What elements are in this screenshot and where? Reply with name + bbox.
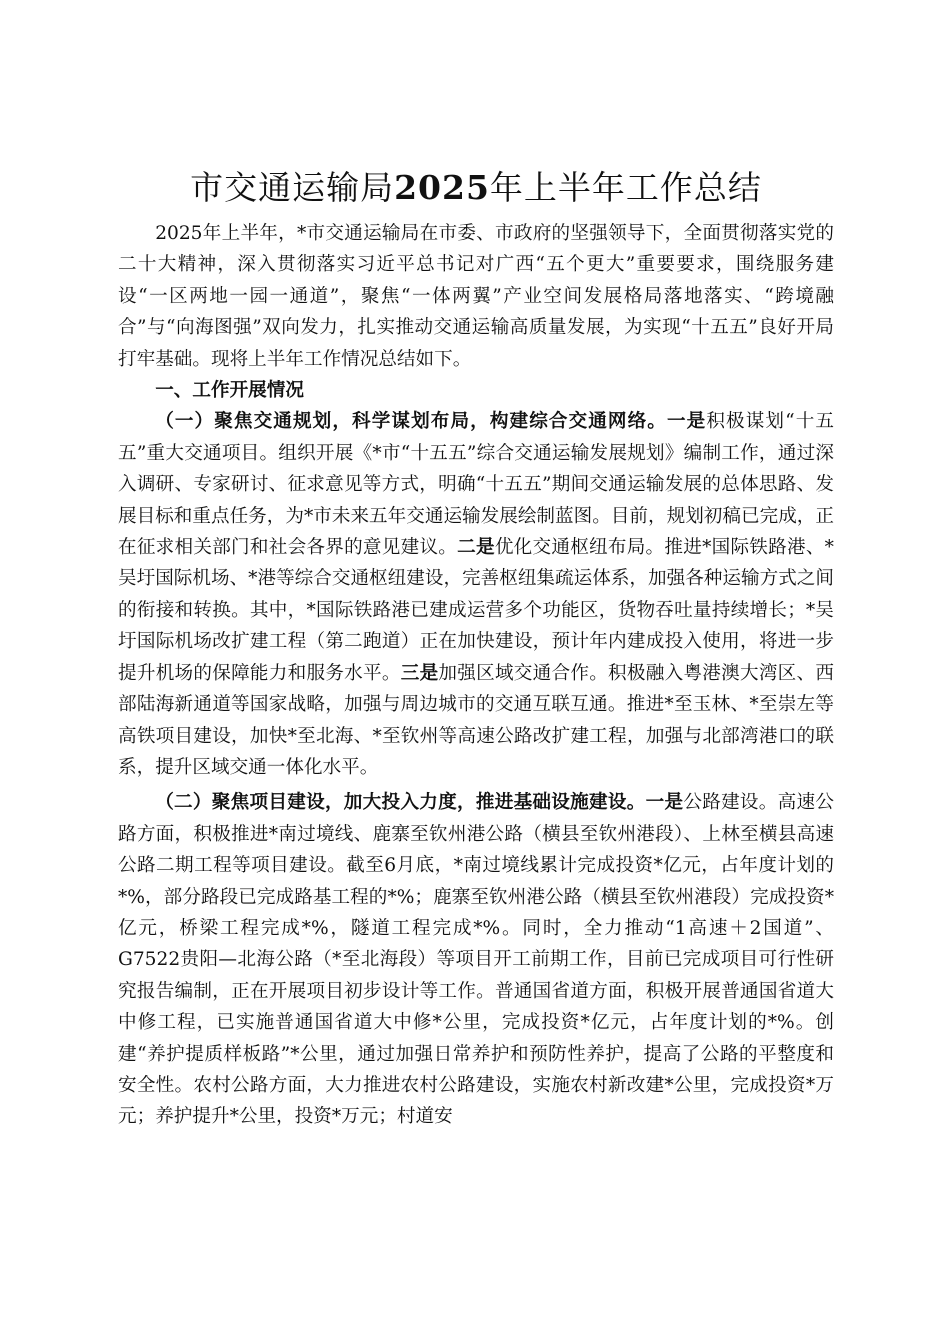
sub1-lead-2: 二是 [457, 537, 495, 559]
document-page [118, 168, 834, 1133]
section-heading: 一、工作开展情况 [155, 380, 304, 402]
subsection-2-heading: （二）聚焦项目建设，加大投入力度，推进基础设施建设。 [155, 792, 646, 814]
subsection-2-paragraph [118, 787, 834, 1132]
document-title [118, 168, 834, 208]
title-suffix: 年上半年工作总结 [489, 168, 762, 207]
sub2-text-1: 公路建设。高速公路方面，积极推进*南过境线、鹿寨至钦州港公路（横县至钦州港段）、上林至横县高速公路二期工程等项目建设。截至6月底，*南过境线累计完成投资*亿元，占年度计划的*%，部分路段已完成路基工程的*%；鹿寨至钦州港公路（横县至钦州港段）完成投资*亿元，桥梁工程完成*%，隧道工程完成*%。同时，全力推动“1高速＋2国道”、G7522贵阳—北海公路（*至北海段）等项目开工前期工作，目前已完成项目可行性研究报告编制，正在开展项目初步设计等工作。普通国省道方面，积极开展普通国省道大中修工程，已实施普通国省道大中修*公里，完成投资*亿元，占年度计划的*%。创建“养护提质样板路”*公里，通过加强日常养护和预防性养护，提高了公路的平整度和安全性。农村公路方面，大力推进农村公路建设，实施农村新改建*公里，完成投资*万元；养护提升*公里，投资*万元；村道安 [118, 792, 834, 1128]
sub1-lead-3: 三是 [400, 662, 439, 684]
subsection-1-heading: （一）聚焦交通规划，科学谋划布局，构建综合交通网络。 [155, 411, 667, 433]
sub1-lead-1: 一是 [666, 411, 707, 433]
sub1-text-2: 优化交通枢纽布局。推进*国际铁路港、*吴圩国际机场、*港等综合交通枢纽建设，完善枢纽集疏运体系，加强各种运输方式之间的衔接和转换。其中，*国际铁路港已建成运营多个功能区，货物吞吐量持续增长；*吴圩国际机场改扩建工程（第二跑道）正在加快建设，预计年内建成投入使用，将进一步提升机场的保障能力和服务水平。 [118, 537, 834, 684]
sub1-text-3: 加强区域交通合作。积极融入粤港澳大湾区、西部陆海新通道等国家战略，加强与周边城市的交通互联互通。推进*至玉林、*至崇左等高铁项目建设，加快*至北海、*至钦州等高速公路改扩建工程，加强与北部湾港口的联系，提升区域交通一体化水平。 [118, 662, 834, 778]
sub1-text-1: 积极谋划“十五五”重大交通项目。组织开展《*市“十五五”综合交通运输发展规划》编制工作，通过深入调研、专家研讨、征求意见等方式，明确“十五五”期间交通运输发展的总体思路、发展目标和重点任务，为*市未来五年交通运输发展绘制蓝图。目前，规划初稿已完成，正在征求相关部门和社会各界的意见建议。 [118, 411, 834, 559]
subsection-1-paragraph [118, 406, 834, 783]
title-prefix: 市交通运输局 [190, 168, 395, 207]
sub2-lead-1: 一是 [645, 792, 684, 814]
title-year: 2025 [394, 168, 490, 207]
intro-paragraph: 2025年上半年，*市交通运输局在市委、市政府的坚强领导下，全面贯彻落实党的二十大精神，深入贯彻落实习近平总书记对广西“五个更大”重要要求，围绕服务建设“一区两地一园一通道”，聚焦“一体两翼”产业空间发展格局落地落实、“跨境融合”与“向海图强”双向发力，扎实推动交通运输高质量发展，为实现“十五五”良好开局打牢基础。现将上半年工作情况总结如下。 [118, 223, 834, 370]
